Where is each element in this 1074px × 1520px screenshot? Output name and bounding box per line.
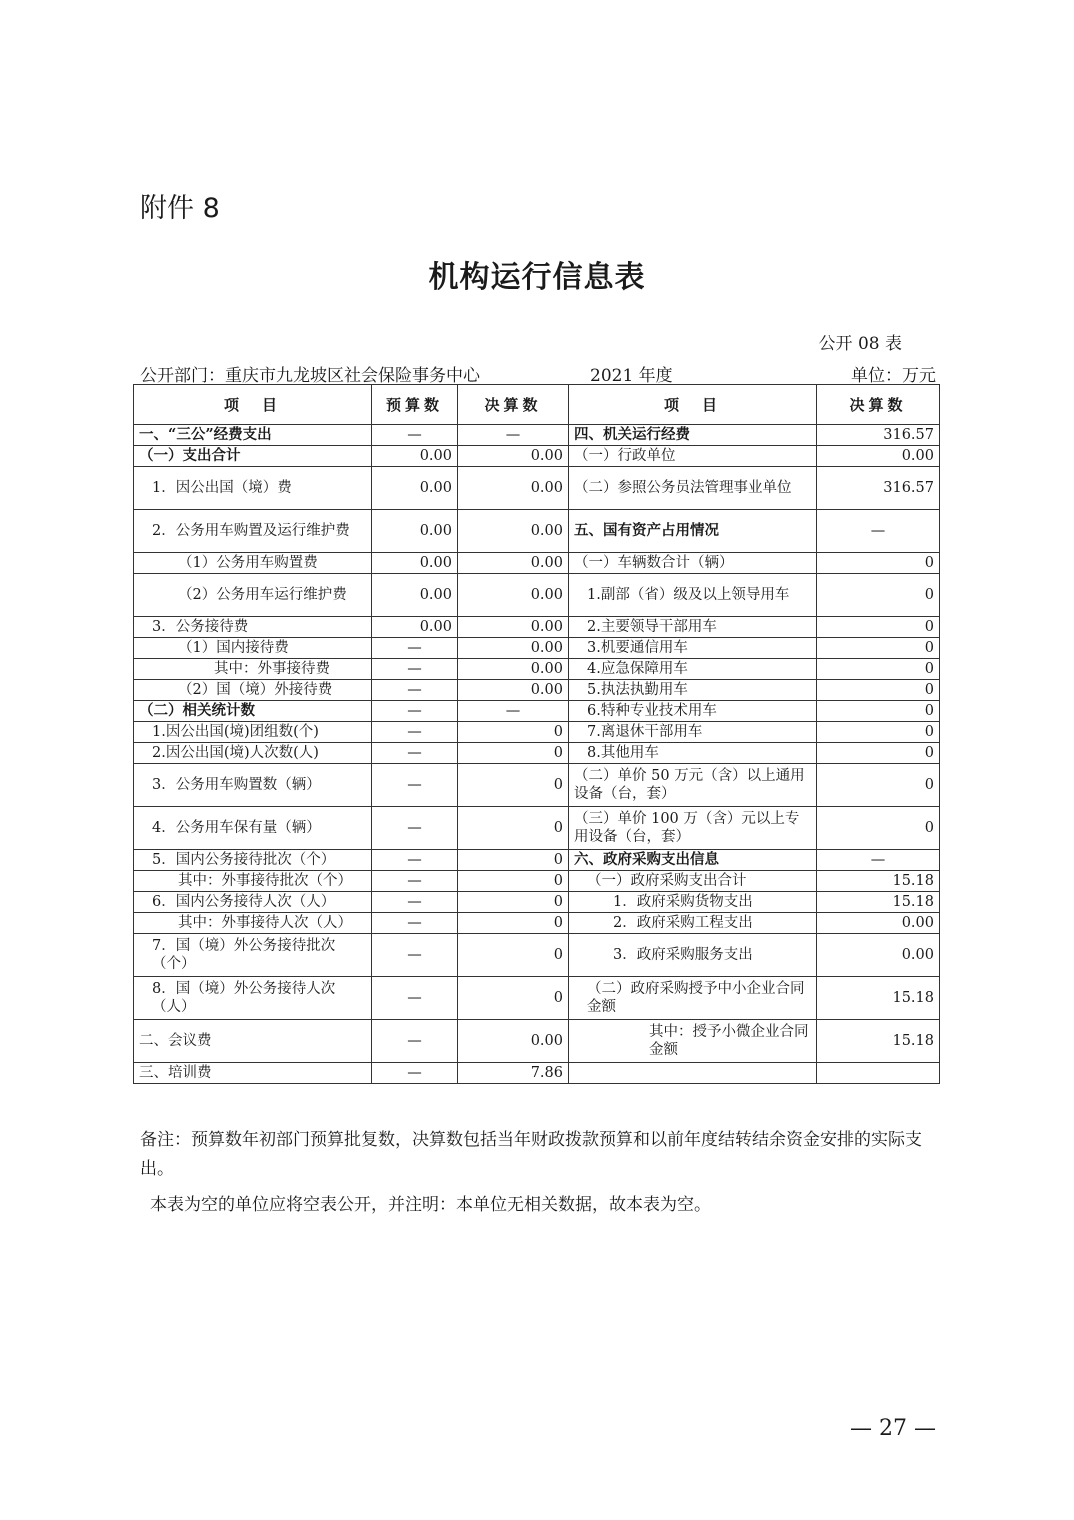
row-label: 其中：外事接待人次（人） [134, 913, 372, 934]
row-budget: — [372, 722, 458, 743]
row-label-right: 四、机关运行经费 [569, 425, 817, 446]
table-row [134, 977, 940, 1020]
row-label: 4．公务用车保有量（辆） [134, 807, 372, 850]
table-row [134, 913, 940, 934]
row-label: 3．公务接待费 [134, 617, 372, 638]
table-row [134, 617, 940, 638]
row-value-right: 15.18 [817, 871, 940, 892]
row-label: 2．公务用车购置及运行维护费 [134, 510, 372, 553]
row-budget: — [372, 934, 458, 977]
row-label: 1.因公出国(境)团组数(个) [134, 722, 372, 743]
row-label-right: 1.副部（省）级及以上领导用车 [569, 574, 817, 617]
table-row [134, 553, 940, 574]
row-label-right: 1．政府采购货物支出 [569, 892, 817, 913]
row-budget: — [372, 659, 458, 680]
row-label: 其中：外事接待批次（个） [134, 871, 372, 892]
row-label: 2.因公出国(境)人次数(人) [134, 743, 372, 764]
row-value-right: 0 [817, 574, 940, 617]
row-label-right: （三）单价 100 万（含）元以上专用设备（台，套） [569, 807, 817, 850]
info-table [133, 384, 940, 1084]
row-budget: — [372, 871, 458, 892]
table-row [134, 425, 940, 446]
row-label: 其中：外事接待费 [134, 659, 372, 680]
row-value-right: 0 [817, 659, 940, 680]
table-row [134, 807, 940, 850]
table-row [134, 638, 940, 659]
table-row [134, 574, 940, 617]
row-label: （2）公务用车运行维护费 [134, 574, 372, 617]
row-budget: — [372, 850, 458, 871]
row-budget: — [372, 701, 458, 722]
row-final: 0 [458, 913, 569, 934]
table-row [134, 510, 940, 553]
table-row [134, 871, 940, 892]
row-budget: — [372, 638, 458, 659]
row-label: 5．国内公务接待批次（个） [134, 850, 372, 871]
row-value-right: 316.57 [817, 467, 940, 510]
department-label: 公开部门：重庆市九龙坡区社会保险事务中心 [140, 366, 480, 386]
page-number: — 27 — [850, 1416, 936, 1441]
row-budget: — [372, 1063, 458, 1084]
row-final: 7.86 [458, 1063, 569, 1084]
table-row [134, 1063, 940, 1084]
row-final: 0.00 [458, 553, 569, 574]
row-value-right: 0 [817, 680, 940, 701]
row-final: 0.00 [458, 446, 569, 467]
row-label: （2）国（境）外接待费 [134, 680, 372, 701]
row-final: 0.00 [458, 467, 569, 510]
table-row [134, 467, 940, 510]
row-label: 6．国内公务接待人次（人） [134, 892, 372, 913]
row-label-right [569, 1063, 817, 1084]
page-title: 机构运行信息表 [428, 260, 646, 295]
header-final: 决算数 [458, 385, 569, 425]
row-value-right: 0 [817, 743, 940, 764]
row-label-right: 5.执法执勤用车 [569, 680, 817, 701]
row-value-right: 15.18 [817, 892, 940, 913]
row-budget: — [372, 892, 458, 913]
row-budget: 0.00 [372, 510, 458, 553]
row-final: 0.00 [458, 638, 569, 659]
row-budget: — [372, 913, 458, 934]
row-final: 0 [458, 892, 569, 913]
row-label-right: （一）车辆数合计（辆） [569, 553, 817, 574]
row-final: — [458, 701, 569, 722]
row-budget: — [372, 807, 458, 850]
row-budget: — [372, 977, 458, 1020]
row-value-right: 0.00 [817, 446, 940, 467]
table-row [134, 850, 940, 871]
row-value-right: 15.18 [817, 1020, 940, 1063]
table-row [134, 743, 940, 764]
row-budget: 0.00 [372, 467, 458, 510]
row-final: 0 [458, 743, 569, 764]
row-budget: 0.00 [372, 574, 458, 617]
row-label-right: 8.其他用车 [569, 743, 817, 764]
row-value-right [817, 1063, 940, 1084]
row-label: 3．公务用车购置数（辆） [134, 764, 372, 807]
header-item: 项 目 [134, 385, 372, 425]
row-label: （一）支出合计 [134, 446, 372, 467]
row-budget: 0.00 [372, 553, 458, 574]
table-row [134, 701, 940, 722]
header-item-right: 项 目 [569, 385, 817, 425]
row-final: 0 [458, 850, 569, 871]
row-final: — [458, 425, 569, 446]
year-label: 2021 年度 [590, 366, 673, 386]
row-label-right: （二）政府采购授予中小企业合同金额 [569, 977, 817, 1020]
row-value-right: 0.00 [817, 913, 940, 934]
row-value-right: — [817, 510, 940, 553]
row-label-right: 6.特种专业技术用车 [569, 701, 817, 722]
row-label-right: （二）单价 50 万元（含）以上通用设备（台，套） [569, 764, 817, 807]
table-row [134, 722, 940, 743]
form-number: 公开 08 表 [818, 334, 902, 354]
row-final: 0.00 [458, 1020, 569, 1063]
row-label-right: （一）行政单位 [569, 446, 817, 467]
row-label-right: 4.应急保障用车 [569, 659, 817, 680]
row-budget: — [372, 743, 458, 764]
row-value-right: 0 [817, 553, 940, 574]
row-label: 1．因公出国（境）费 [134, 467, 372, 510]
row-final: 0.00 [458, 510, 569, 553]
row-final: 0.00 [458, 617, 569, 638]
row-value-right: 0 [817, 722, 940, 743]
row-final: 0.00 [458, 659, 569, 680]
table-row [134, 659, 940, 680]
row-budget: — [372, 764, 458, 807]
table-note: 备注：预算数年初部门预算批复数，决算数包括当年财政拨款预算和以前年度结转结余资金安排的实际支出。 [140, 1130, 922, 1179]
row-budget: 0.00 [372, 617, 458, 638]
table-row [134, 1020, 940, 1063]
table-row [134, 892, 940, 913]
row-label: 8．国（境）外公务接待人次（人） [134, 977, 372, 1020]
empty-table-note: 本表为空的单位应将空表公开，并注明：本单位无相关数据，故本表为空。 [150, 1195, 711, 1215]
row-label: （二）相关统计数 [134, 701, 372, 722]
row-label-right: 7.离退休干部用车 [569, 722, 817, 743]
row-final: 0 [458, 764, 569, 807]
table-row [134, 764, 940, 807]
unit-label: 单位：万元 [851, 366, 936, 386]
table-row [134, 934, 940, 977]
row-final: 0 [458, 807, 569, 850]
row-final: 0 [458, 934, 569, 977]
row-label: 7．国（境）外公务接待批次（个） [134, 934, 372, 977]
row-final: 0 [458, 977, 569, 1020]
row-budget: — [372, 680, 458, 701]
row-label-right: 六、政府采购支出信息 [569, 850, 817, 871]
row-value-right: 0 [817, 617, 940, 638]
row-value-right: 0 [817, 764, 940, 807]
row-value-right: 0 [817, 638, 940, 659]
row-label-right: 2.主要领导干部用车 [569, 617, 817, 638]
row-budget: 0.00 [372, 446, 458, 467]
table-row [134, 680, 940, 701]
row-value-right: — [817, 850, 940, 871]
header-final-right: 决算数 [817, 385, 940, 425]
row-final: 0.00 [458, 680, 569, 701]
row-value-right: 0 [817, 807, 940, 850]
row-label-right: 其中：授予小微企业合同金额 [569, 1020, 817, 1063]
header-budget: 预算数 [372, 385, 458, 425]
row-label-right: 2．政府采购工程支出 [569, 913, 817, 934]
row-label: （1）国内接待费 [134, 638, 372, 659]
row-label-right: （二）参照公务员法管理事业单位 [569, 467, 817, 510]
row-label-right: 3.机要通信用车 [569, 638, 817, 659]
row-value-right: 316.57 [817, 425, 940, 446]
row-label: （1）公务用车购置费 [134, 553, 372, 574]
row-value-right: 15.18 [817, 977, 940, 1020]
row-label-right: 五、国有资产占用情况 [569, 510, 817, 553]
attachment-label: 附件 8 [140, 193, 220, 224]
row-value-right: 0.00 [817, 934, 940, 977]
row-label-right: （一）政府采购支出合计 [569, 871, 817, 892]
row-budget: — [372, 1020, 458, 1063]
row-final: 0 [458, 871, 569, 892]
row-label: 二、会议费 [134, 1020, 372, 1063]
row-label: 三、培训费 [134, 1063, 372, 1084]
row-label: 一、“三公”经费支出 [134, 425, 372, 446]
row-label-right: 3．政府采购服务支出 [569, 934, 817, 977]
row-budget: — [372, 425, 458, 446]
row-final: 0 [458, 722, 569, 743]
row-final: 0.00 [458, 574, 569, 617]
table-row [134, 446, 940, 467]
row-value-right: 0 [817, 701, 940, 722]
